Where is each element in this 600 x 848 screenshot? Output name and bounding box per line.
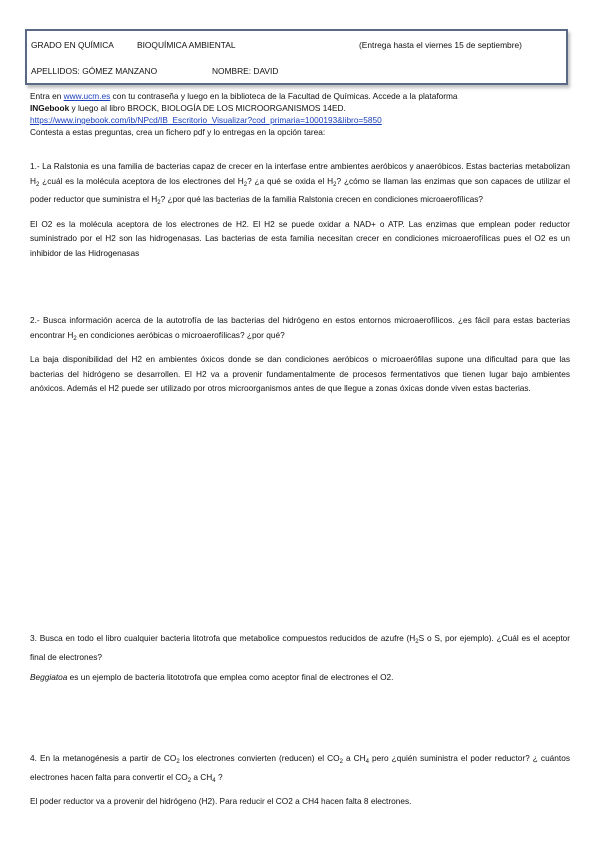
answer-4: El poder reductor va a provenir del hidrógeno (H2). Para reducir el CO2 a CH4 hacen falta 8 electrones. [30,796,412,806]
ucm-link[interactable]: www.ucm.es [63,91,111,101]
surname-label: APELLIDOS: GÓMEZ MANZANO [31,66,158,76]
deadline-label: (Entrega hasta el viernes 15 de septiembre) [359,40,522,50]
intro-line-1 [30,90,570,102]
answer-1: El O2 es la molécula aceptora de los electrones de H2. El H2 se puede oxidar a NAD+ o ATP. Las enzimas que emplean poder reductor suministrado por el H2 son las hidrogenasas. Las bacterias de esta familia necesitan crecer en condiciones microaerofílicas pues el O2 es un inhibidor de las Hidrogenasas [30,218,570,258]
subject-label: BIOQUÍMICA AMBIENTAL [137,40,236,50]
answer-3: Beggiatoa es un ejemplo de bacteria litototrofa que emplea como aceptor final de electrones el O2. [30,672,394,682]
intro-text: Entra en [30,91,64,101]
beggiatoa-italic: Beggiatoa [30,672,68,682]
question-1-text: 1.- La Ralstonia es una familia de bacterias capaz de crecer en la interfase entre ambientes aeróbicos y anaeróbicos. Estas bacterias metabolizan $H_2$ ¿cuál es la molécula aceptora de los electrones del $H_2$? ¿a qué se oxida el $H_2$? ¿cómo se llaman las enzimas que son capaces de utilizar el poder reductor que suministra el $H_2$? ¿por qué las bacterias de la familia Ralstonia crecen en condiciones microaerofílicas? [30,161,570,206]
question-3 [30,631,570,685]
question-4-text: 4. En la metanogénesis a partir de $CO_2$ los electrones convierten (reducen) el $CO_2$ a $CH_4$ pero ¿quién suministra el poder reductor? ¿ cuántos electrones hacen falta para convertir el $CO_2$ a $CH_4$ ? [30,753,570,784]
question-1 [30,159,570,260]
degree-label: GRADO EN QUÍMICA [31,40,114,50]
intro-text: y luego al libro BROCK, BIOLOGÍA DE LOS MICROORGANISMOS 14ED. [69,103,346,113]
ingebook-bold: INGebook [30,103,70,113]
intro-line-3 [30,114,570,126]
intro-line-2 [30,102,570,114]
ingebook-link[interactable]: https://www.ingebook.com/ib/NPcd/IB_Escritorio_Visualizar?cod_primaria=1000193&libro=5850 [30,115,382,125]
intro-text: con tu contraseña y luego en la biblioteca de la Facultad de Químicas. Accede a la plataforma [110,91,458,101]
question-2 [30,313,570,396]
question-4 [30,751,570,809]
name-label: NOMBRE: DAVID [212,66,279,76]
question-2-text: 2.- Busca información acerca de la autotrofía de las bacterias del hidrógeno en estos entornos microaerofílicos. ¿es fácil para estas bacterias encontrar $H_2$ en condiciones aeróbicas o microaerofílicas? ¿por qué? [30,315,570,342]
header-box [25,29,568,85]
intro-section [30,90,570,138]
instruction-text: Contesta a estas preguntas, crea un fichero pdf y lo entregas en la opción tarea: [30,127,326,137]
answer-2: La baja disponibilidad del H2 en ambientes óxicos donde se dan condiciones aeróbicos o microaerófilas supone una dificultad para que las bacterias del hidrógeno se desarrollen. El H2 va a provenir fundamentalmente de procesos fermentativos que tienen lugar bajo ambientes anóxicos. Además el H2 puede ser utilizado por otros microorganismos antes de que llegue a zonas óxicas donde viven estas bacterias. [30,354,570,393]
question-3-text: 3. Busca en todo el libro cualquier bacteria litotrofa que metabolice compuestos reducidos de azufre ($H_2S$ o S, por ejemplo). ¿Cuál es el aceptor final de electrones? [30,633,570,662]
